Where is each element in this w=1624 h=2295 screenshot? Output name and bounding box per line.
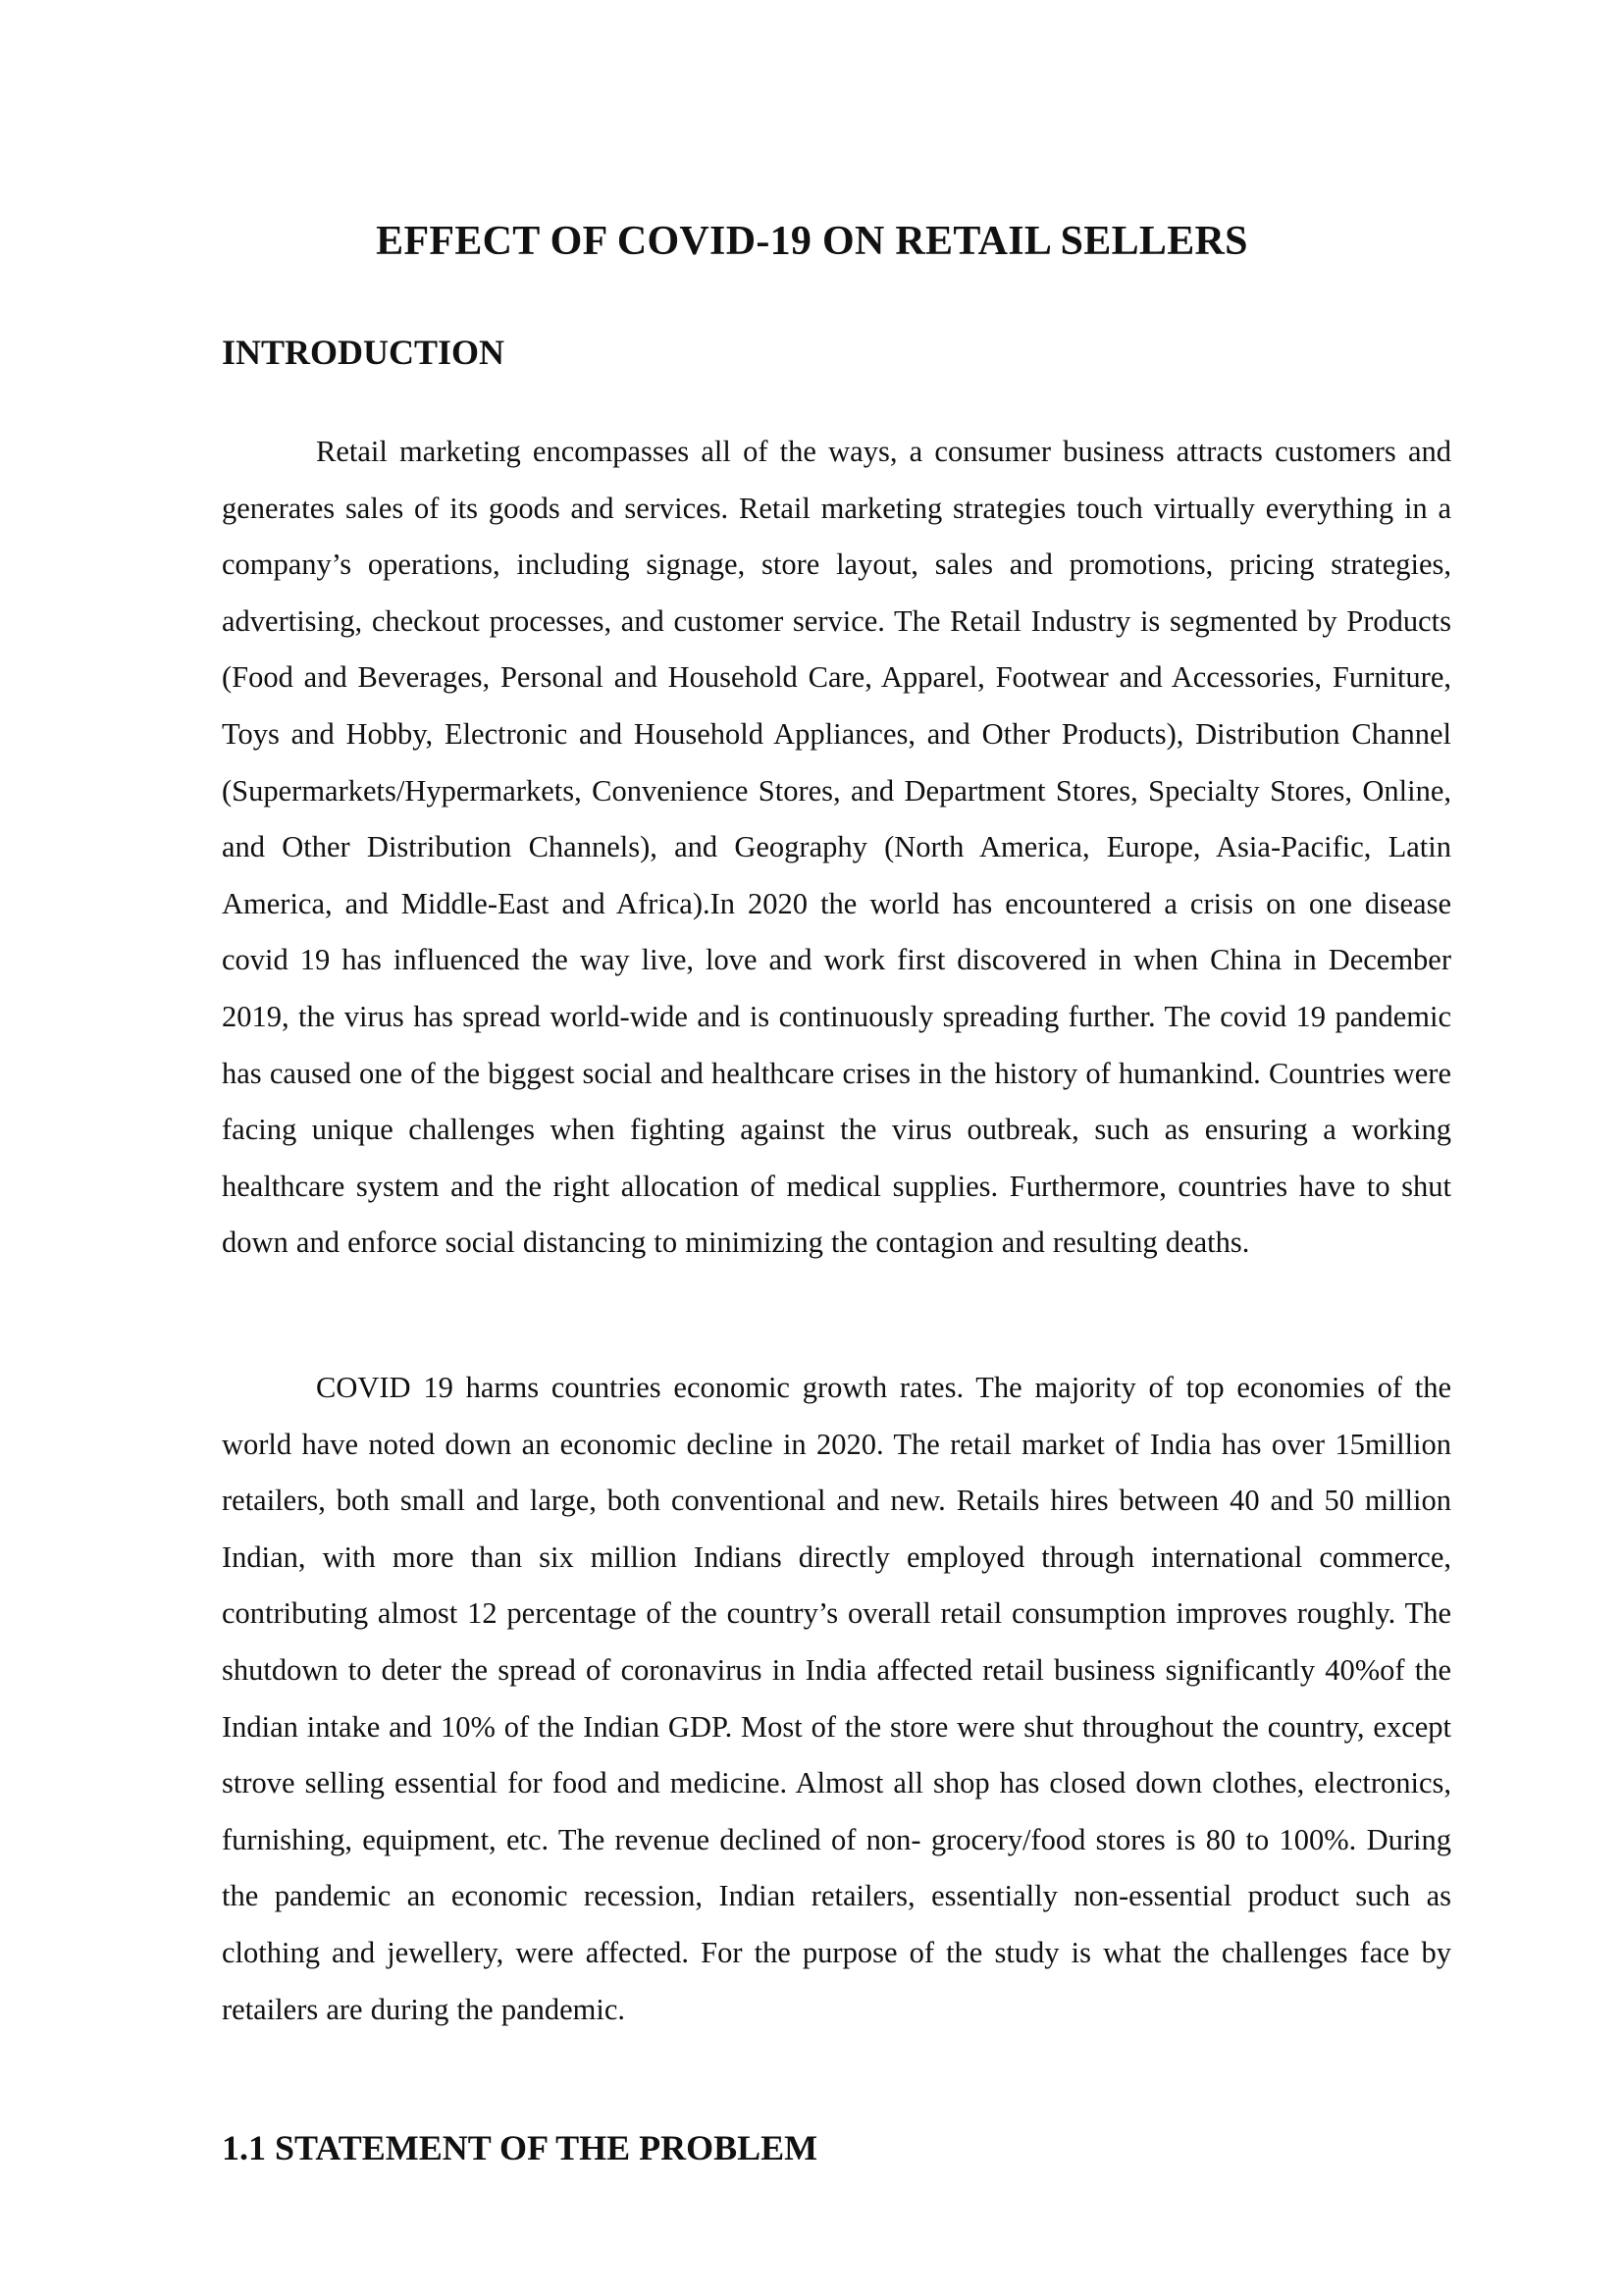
document-title: EFFECT OF COVID-19 ON RETAIL SELLERS [376, 219, 1248, 264]
introduction-paragraph-1: Retail marketing encompasses all of the ways, a consumer business attracts customers and generates sales of its goods and services. Retail marketing strategies touch virtually everything in a company’s operations, including signage, store layout, sales and promotions, pricing strategies, advertising, checkout processes, and customer service. The Retail Industry is segmented by Products (Food and Beverages, Personal and Household Care, Apparel, Footwear and Accessories, Furniture, Toys and Hobby, Electronic and Household Appliances, and Other Products), Distribution Channel (Supermarkets/Hypermarkets, Convenience Stores, and Department Stores, Specialty Stores, Online, and Other Distribution Channels), and Geography (North America, Europe, Asia-Pacific, Latin America, and Middle-East and Africa).In 2020 the world has encountered a crisis on one disease covid 19 has influenced the way live, love and work first discovered in when China in December 2019, the virus has spread world-wide and is continuously spreading further. The covid 19 pandemic has caused one of the biggest social and healthcare crises in the history of humankind. Countries were facing unique challenges when fighting against the virus outbreak, such as ensuring a working healthcare system and the right allocation of medical supplies. Furthermore, countries have to shut down and enforce social distancing to minimizing the contagion and resulting deaths. [222, 435, 1451, 1260]
section-heading-introduction: INTRODUCTION [222, 333, 505, 372]
introduction-paragraph-2: COVID 19 harms countries economic growth rates. The majority of top economies of the world have noted down an economic decline in 2020. The retail market of India has over 15million retailers, both small and large, both conventional and new. Retails hires between 40 and 50 million Indian, with more than six million Indians directly employed through international commerce, contributing almost 12 percentage of the country’s overall retail consumption improves roughly. The shutdown to deter the spread of coronavirus in India affected retail business significantly 40%of the Indian intake and 10% of the Indian GDP. Most of the store were shut throughout the country, except strove selling essential for food and medicine. Almost all shop has closed down clothes, electronics, furnishing, equipment, etc. The revenue declined of non- grocery/food stores is 80 to 100%. During the pandemic an economic recession, Indian retailers, essentially non-essential product such as clothing and jewellery, were affected. For the purpose of the study is what the challenges face by retailers are during the pandemic. [222, 1371, 1451, 2026]
section-heading-statement-of-problem: 1.1 STATEMENT OF THE PROBLEM [222, 2128, 818, 2167]
